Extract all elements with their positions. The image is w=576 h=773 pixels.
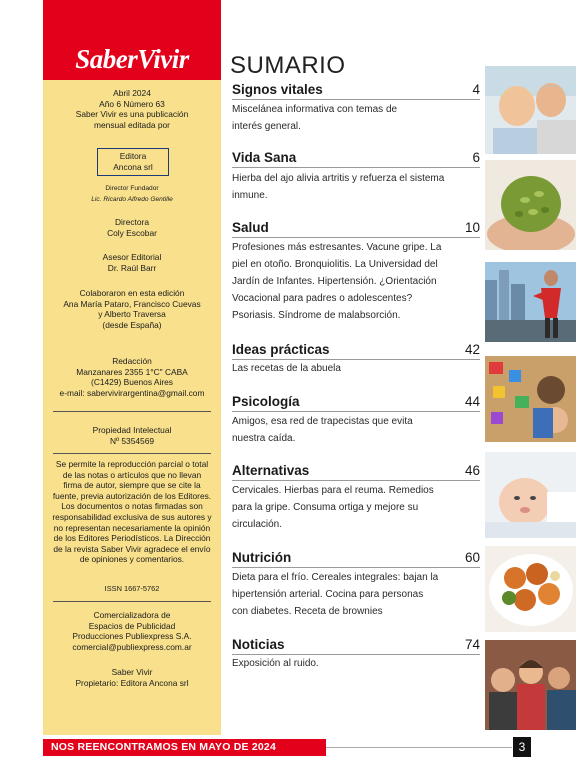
- section-description: [232, 569, 446, 620]
- legal-line: fuente, previa autorización de los Editores.: [52, 490, 212, 501]
- colaboradores-line: Ana María Pataro, Francisco Cuevas: [63, 298, 201, 309]
- section-title[interactable]: Vida Sana: [232, 150, 297, 165]
- page-number: 3: [513, 737, 531, 757]
- propiedad-label: Propiedad Intelectual: [92, 425, 172, 435]
- footer-banner: [43, 739, 326, 756]
- section-description: [232, 360, 444, 377]
- legal-line: de la revista Saber Vivir agradece el envío: [53, 543, 211, 554]
- thumb-herbs-hands-image: [485, 160, 576, 250]
- description-line: hipertensión arterial. Cocina para personas: [232, 589, 424, 600]
- section-title[interactable]: Ideas prácticas: [232, 342, 330, 357]
- colaboradores-line: Colaboraron en esta edición: [79, 288, 185, 298]
- description-line: Cervicales. Hierbas para el reuma. Remedios: [232, 485, 434, 496]
- issue-text: mensual editada por: [94, 119, 170, 130]
- propiedad-number: Nº 5354569: [109, 435, 155, 446]
- description-line: Amigos, esa red de trapecistas que evita: [232, 416, 413, 427]
- section-ideas-practicas[interactable]: [232, 342, 480, 360]
- description-line: Hierba del ajo alivia artritis y refuerza el sistema: [232, 173, 445, 184]
- description-line: Jardín de Infantes. Hipertensión. ¿Orientación: [232, 276, 437, 287]
- colaboradores: [43, 288, 221, 330]
- redaccion-label: Redacción: [112, 356, 152, 366]
- section-page-number: 4: [472, 82, 480, 97]
- saber-vivir-logo: SaberVivir: [75, 44, 189, 74]
- legal-notice: [43, 459, 221, 565]
- legal-line: responsabilidad exclusiva de sus autores y: [52, 511, 212, 522]
- section-description: [232, 101, 444, 135]
- editora-name: Ancona srl: [113, 162, 153, 172]
- section-page-number: 74: [464, 637, 480, 652]
- section-title[interactable]: Signos vitales: [232, 82, 323, 97]
- director-fundador-label: Director Fundador: [105, 185, 159, 192]
- propietario-line: Saber Vivir: [111, 667, 153, 677]
- section-signos-vitales[interactable]: [232, 82, 480, 100]
- issue-info: [43, 88, 221, 130]
- section-title[interactable]: Psicología: [232, 394, 300, 409]
- redaccion: [43, 356, 221, 398]
- section-psicologia[interactable]: [232, 394, 480, 412]
- legal-line: Los documentos o notas firmadas son: [61, 501, 203, 512]
- redaccion-email: e-mail: sabervivirargentina@gmail.com: [59, 387, 205, 398]
- editora-box: [97, 148, 169, 176]
- section-description: [232, 482, 446, 533]
- asesor-label: Asesor Editorial: [102, 252, 162, 262]
- section-description: [232, 239, 446, 324]
- section-page-number: 60: [464, 550, 480, 565]
- director-fundador-name: Lic. Ricardo Alfredo Gentille: [91, 196, 173, 203]
- section-description: [232, 655, 444, 672]
- thumb-baby-image: [485, 452, 576, 538]
- description-line: con diabetes. Receta de brownies: [232, 606, 383, 617]
- description-line: Psoriasis. Síndrome de malabsorción.: [232, 310, 401, 321]
- section-description: [232, 170, 446, 204]
- directora-name: Coly Escobar: [107, 227, 157, 238]
- legal-line: no representan necesariamente la opinión: [53, 522, 211, 533]
- thumb-runner-city-image: [485, 262, 576, 342]
- colaboradores-line: (desde España): [102, 319, 162, 330]
- thumb-senior-couple-image: [485, 66, 576, 154]
- legal-line: de opiniones y comentarios.: [79, 554, 185, 565]
- description-line: circulación.: [232, 519, 283, 530]
- legal-line: Se permite la reproducción parcial o total: [55, 459, 209, 469]
- section-noticias[interactable]: [232, 637, 480, 655]
- section-description: [232, 413, 444, 447]
- description-line: inmune.: [232, 190, 268, 201]
- legal-line: de los Editores Periodísticos. La Dirección: [53, 533, 211, 544]
- section-page-number: 44: [464, 394, 480, 409]
- section-title[interactable]: Noticias: [232, 637, 285, 652]
- description-line: Profesiones más estresantes. Vacune gripe. La: [232, 242, 442, 253]
- section-page-number: 6: [472, 150, 480, 165]
- section-salud[interactable]: [232, 220, 480, 238]
- directora-label: Directora: [115, 217, 149, 227]
- asesor-name: Dr. Raúl Barr: [107, 262, 157, 273]
- issue-text: Saber Vivir es una publicación: [75, 109, 189, 120]
- comercial-line: Producciones Publiexpress S.A.: [72, 631, 192, 642]
- section-page-number: 46: [464, 463, 480, 478]
- issue-date: Abril 2024: [113, 88, 151, 98]
- section-vida-sana[interactable]: [232, 150, 480, 168]
- description-line: Vocacional para padres o adolescentes?: [232, 293, 413, 304]
- description-line: para la gripe. Consuma ortiga y mejore su: [232, 502, 419, 513]
- description-line: Las recetas de la abuela: [232, 363, 341, 374]
- divider: [53, 453, 211, 454]
- director-fundador: [43, 184, 221, 204]
- redaccion-address: Manzanares 2355 1°C" CABA: [76, 366, 188, 377]
- description-line: Miscelánea informativa con temas de: [232, 104, 398, 115]
- propietario: [43, 667, 221, 688]
- footer-text: NOS REENCONTRAMOS EN MAYO DE 2024: [51, 741, 277, 753]
- description-line: Exposición al ruido.: [232, 658, 319, 669]
- legal-line: firma de autor, siempre que se cite la: [63, 480, 201, 491]
- propiedad-intelectual: [43, 425, 221, 446]
- section-alternativas[interactable]: [232, 463, 480, 481]
- description-line: interés general.: [232, 121, 301, 132]
- issue-number: Año 6 Número 63: [99, 98, 165, 109]
- thumb-kids-playing-image: [485, 356, 576, 442]
- comercializadora: [43, 610, 221, 652]
- comercial-line: Comercializadora de: [93, 610, 171, 620]
- section-page-number: 42: [464, 342, 480, 357]
- thumb-food-plate-image: [485, 546, 576, 632]
- page-title: SUMARIO: [230, 52, 346, 79]
- divider: [53, 601, 211, 602]
- section-title[interactable]: Nutrición: [232, 550, 292, 565]
- description-line: piel en otoño. Bronquiolitis. La Universidad del: [232, 259, 438, 270]
- footer-rule: [326, 747, 512, 748]
- asesor-editorial: [43, 252, 221, 273]
- thumb-friends-laughing-image: [485, 640, 576, 730]
- section-nutricion[interactable]: [232, 550, 480, 568]
- propietario-line: Propietario: Editora Ancona srl: [75, 677, 189, 688]
- issn: ISSN 1667-5762: [104, 584, 160, 593]
- legal-line: de las notas o artículos que no llevan: [62, 469, 202, 480]
- section-page-number: 10: [464, 220, 480, 235]
- colaboradores-line: y Alberto Traversa: [98, 309, 166, 320]
- comercial-email: comercial@publiexpress.com.ar: [72, 641, 192, 652]
- directora: [43, 217, 221, 238]
- redaccion-city: (C1429) Buenos Aires: [91, 377, 173, 388]
- section-title[interactable]: Salud: [232, 220, 269, 235]
- description-line: nuestra caída.: [232, 433, 296, 444]
- editora-label: Editora: [119, 151, 147, 161]
- divider: [53, 411, 211, 412]
- comercial-line: Espacios de Publicidad: [88, 620, 176, 631]
- section-title[interactable]: Alternativas: [232, 463, 310, 478]
- masthead-sidebar: [43, 0, 221, 735]
- description-line: Dieta para el frío. Cereales integrales: bajan la: [232, 572, 439, 583]
